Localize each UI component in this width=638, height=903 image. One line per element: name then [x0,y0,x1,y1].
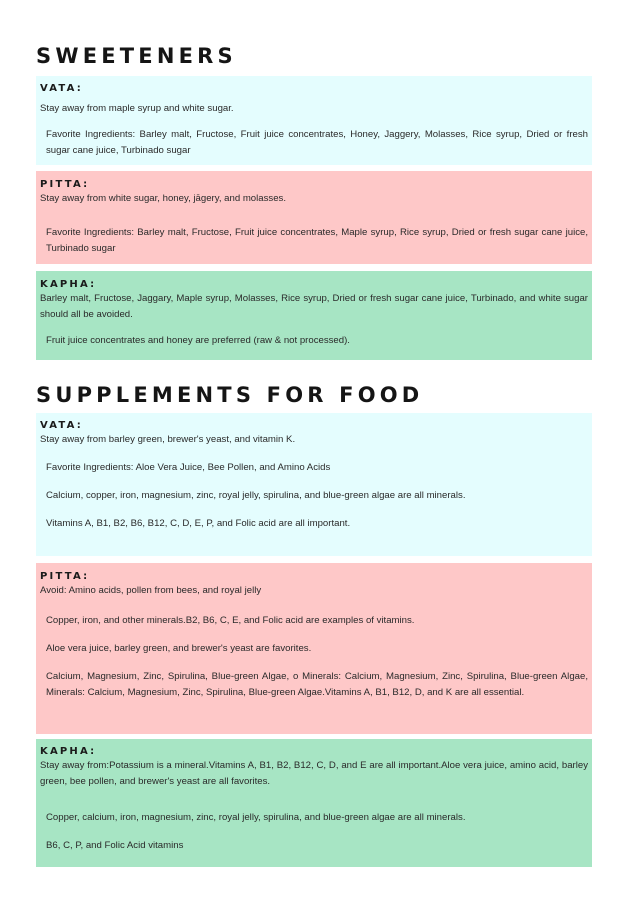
kapha-avoid-text: Barley malt, Fructose, Jaggary, Maple syrup, Molasses, Rice syrup, Dried or fresh sugar cane juice, Turbinado, and white sugar should all be avoided. [40,293,588,320]
pitta-avoid-text: Stay away from white sugar, honey, jāgery, and molasses. [40,193,287,204]
kapha-avoid-text: Stay away from:Potassium is a mineral.Vitamins A, B1, B2, B12, C, D, and E are all important.Aloe vera juice, amino acid, barley green, bee pollen, and brewer's yeast are all favorites. [40,760,588,787]
supplements-kapha-box [36,739,592,867]
kapha-minerals-text: Copper, calcium, iron, magnesium, zinc, royal jelly, spirulina, and blue-green algae are all minerals. [46,812,466,823]
sweeteners-vata-box [36,76,592,165]
vata-label: VATA: [40,420,83,431]
vata-favorite-text: Favorite Ingredients: Barley malt, Fructose, Fruit juice concentrates, Honey, Jaggery, Molasses, Rice syrup, Dried or fresh sugar cane juice, Turbinado sugar [46,129,588,156]
pitta-favorite-text: Favorite Ingredients: Barley malt, Fructose, Fruit juice concentrates, Maple syrup, Rice syrup, Dried or fresh sugar cane juice, Turbinado sugar [46,227,588,254]
kapha-label: KAPHA: [40,279,97,290]
kapha-label: KAPHA: [40,746,97,757]
vata-minerals-text: Calcium, copper, iron, magnesium, zinc, royal jelly, spirulina, and blue-green algae are all minerals. [46,490,466,501]
pitta-avoid-text: Avoid: Amino acids, pollen from bees, and royal jelly [40,585,262,596]
supplements-pitta-box [36,563,592,734]
pitta-minerals-text: Calcium, Magnesium, Zinc, Spirulina, Blue-green Algae, o Minerals: Calcium, Magnesium, Zinc, Spirulina, Blue-green Algae, Minerals: Calcium, Magnesium, Zinc, Spirulina, Blue-green Algae.Vitamins A, B1, B12, D, and K are all essential. [46,671,588,698]
pitta-label: PITTA: [40,571,90,582]
sweeteners-heading: SWEETENERS [36,44,237,68]
sweeteners-kapha-box [36,271,592,360]
vata-favorite-text: Favorite Ingredients: Aloe Vera Juice, Bee Pollen, and Amino Acids [46,462,331,473]
sweeteners-pitta-box [36,171,592,264]
vata-avoid-text: Stay away from barley green, brewer's yeast, and vitamin K. [40,434,296,445]
pitta-label: PITTA: [40,179,90,190]
supplements-heading: SUPPLEMENTS FOR FOOD [36,383,424,407]
pitta-vitamins-text: Copper, iron, and other minerals.B2, B6, C, E, and Folic acid are examples of vitamins. [46,615,415,626]
vata-label: VATA: [40,83,83,94]
vata-vitamins-text: Vitamins A, B1, B2, B6, B12, C, D, E, P, and Folic acid are all important. [46,518,351,529]
vata-avoid-text: Stay away from maple syrup and white sugar. [40,103,234,114]
pitta-favorites-text: Aloe vera juice, barley green, and brewer's yeast are favorites. [46,643,312,654]
kapha-vitamins-text: B6, C, P, and Folic Acid vitamins [46,840,184,851]
kapha-preferred-text: Fruit juice concentrates and honey are preferred (raw & not processed). [46,335,350,346]
supplements-vata-box [36,413,592,556]
